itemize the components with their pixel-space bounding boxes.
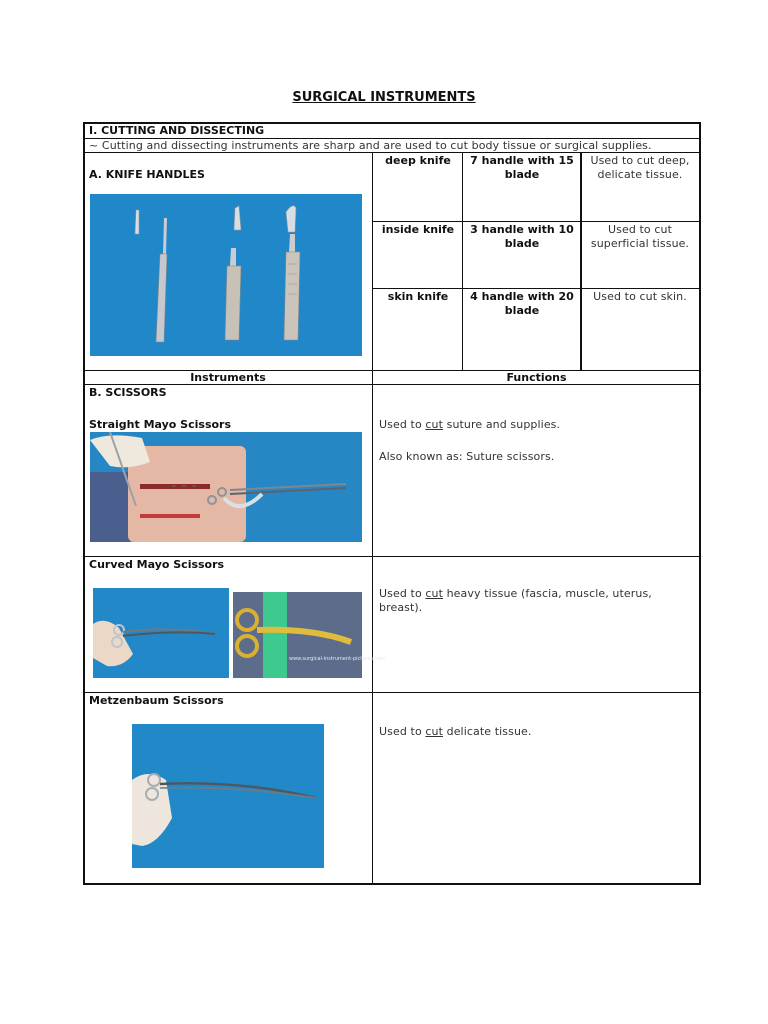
column-divider bbox=[580, 152, 582, 370]
instrument-name: Straight Mayo Scissors bbox=[89, 418, 232, 431]
instrument-name: Metzenbaum Scissors bbox=[89, 694, 224, 707]
function-text: Used to bbox=[379, 725, 426, 738]
column-divider bbox=[462, 152, 463, 370]
function-emphasis: cut bbox=[425, 587, 444, 600]
knife-handle-spec: 7 handle with 15 blade bbox=[470, 154, 574, 181]
knife-handles-photo bbox=[90, 194, 362, 356]
curved-mayo-closeup-illustration bbox=[233, 592, 386, 678]
section-heading: I. CUTTING AND DISSECTING bbox=[89, 124, 265, 137]
knife-function: Used to cut deep, delicate tissue. bbox=[590, 154, 690, 181]
function-emphasis: cut bbox=[425, 418, 444, 431]
function-text: Used to bbox=[379, 587, 426, 600]
scissors-label: B. SCISSORS bbox=[89, 386, 167, 399]
section-intro: ~ Cutting and dissecting instruments are sharp and are used to cut body tissue or surgical supplies. bbox=[89, 139, 652, 152]
page-title: SURGICAL INSTRUMENTS bbox=[292, 90, 476, 105]
curved-mayo-illustration bbox=[93, 588, 229, 678]
instrument-function bbox=[379, 587, 694, 615]
function-emphasis: cut bbox=[425, 725, 444, 738]
straight-mayo-illustration bbox=[90, 432, 362, 542]
function-text: heavy tissue (fascia, muscle, uterus, breast). bbox=[379, 587, 652, 614]
curved-mayo-closeup-photo bbox=[233, 592, 386, 678]
metzenbaum-illustration bbox=[132, 724, 324, 868]
row-divider bbox=[84, 556, 700, 557]
knife-function: Used to cut superficial tissue. bbox=[590, 223, 690, 250]
curved-mayo-photo bbox=[93, 588, 229, 678]
row-divider bbox=[373, 288, 700, 289]
function-text: Used to bbox=[379, 418, 426, 431]
instrument-aka: Also known as: Suture scissors. bbox=[379, 450, 555, 463]
column-header-instruments: Instruments bbox=[190, 371, 266, 384]
knife-handles-illustration bbox=[90, 194, 362, 356]
watermark-text: www.surgical-instrument-pictures.com bbox=[289, 656, 386, 662]
knife-handles-label: A. KNIFE HANDLES bbox=[89, 168, 205, 181]
column-divider bbox=[372, 152, 373, 884]
knife-name: skin knife bbox=[387, 290, 449, 303]
knife-handle-spec: 4 handle with 20 blade bbox=[470, 290, 574, 317]
instrument-name: Curved Mayo Scissors bbox=[89, 558, 225, 571]
knife-name: deep knife bbox=[385, 154, 451, 167]
instrument-function bbox=[379, 725, 694, 739]
row-divider bbox=[84, 692, 700, 693]
function-text: suture and supplies. bbox=[443, 418, 561, 431]
metzenbaum-photo bbox=[132, 724, 324, 868]
knife-function: Used to cut skin. bbox=[593, 290, 687, 303]
straight-mayo-photo bbox=[90, 432, 362, 542]
instrument-function bbox=[379, 418, 694, 432]
knife-handle-spec: 3 handle with 10 blade bbox=[470, 223, 574, 250]
column-header-functions: Functions bbox=[506, 371, 567, 384]
function-text: delicate tissue. bbox=[443, 725, 532, 738]
knife-name: inside knife bbox=[381, 223, 455, 236]
row-divider bbox=[373, 221, 700, 222]
